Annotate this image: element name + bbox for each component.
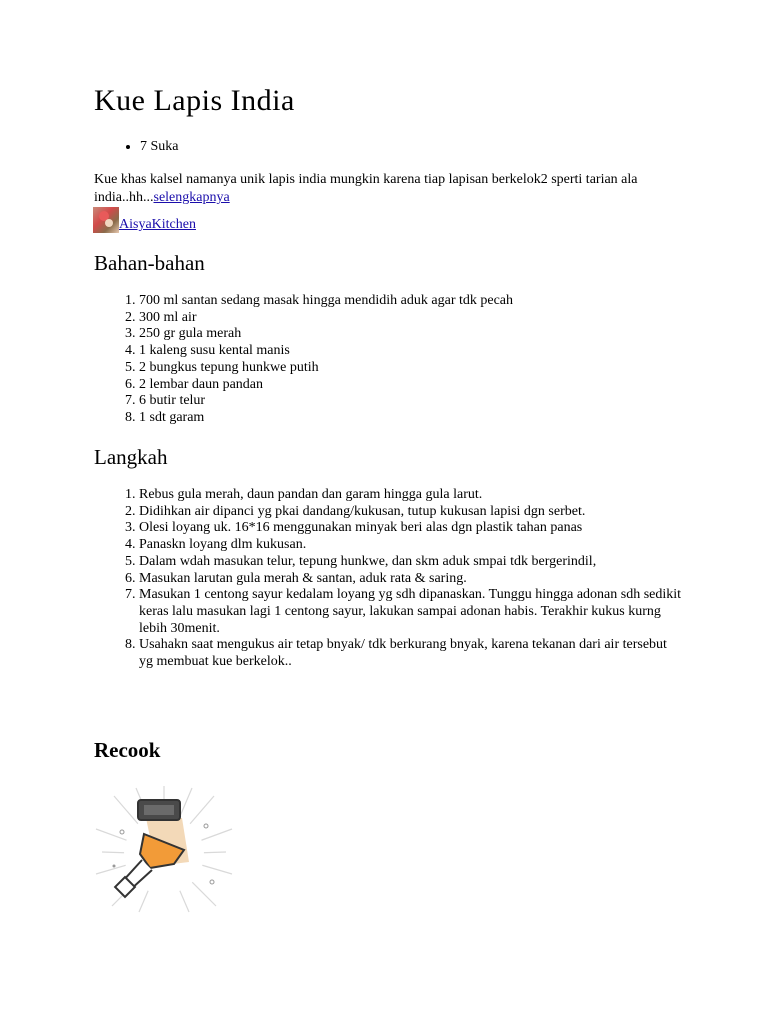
recook-illustration-icon bbox=[94, 784, 234, 914]
step-item: 4. Panaskn loyang dlm kukusan. bbox=[139, 537, 684, 554]
step-item: 7. Masukan 1 centong sayur kedalam loyang yg sdh dipanaskan. Tunggu hingga adonan sdh sedikit keras lalu masukan lagi 1 centong sayur, lakukan sampai adonan habis. Terakhir kukus kurng lebih 30menit. bbox=[139, 587, 684, 637]
step-item: 3. Olesi loyang uk. 16*16 menggunakan minyak beri alas dgn plastik tahan panas bbox=[139, 520, 684, 537]
author-avatar[interactable] bbox=[93, 207, 119, 233]
steps-heading: Langkah bbox=[94, 445, 168, 469]
ingredient-item: 6. 2 lembar daun pandan bbox=[139, 377, 684, 394]
author-link[interactable]: AisyaKitchen bbox=[119, 217, 196, 232]
ingredient-item: 1. 700 ml santan sedang masak hingga mendidih aduk agar tdk pecah bbox=[139, 293, 684, 310]
step-item: 8. Usahakn saat mengukus air tetap bnyak/ tdk berkurang bnyak, karena tekanan dari air tersebut yg membuat kue berkelok.. bbox=[139, 637, 684, 670]
steps-list bbox=[94, 487, 684, 671]
ingredient-item: 7. 6 butir telur bbox=[139, 393, 684, 410]
author-row bbox=[93, 207, 196, 233]
ingredients-list bbox=[94, 293, 684, 427]
ingredient-item: 4. 1 kaleng susu kental manis bbox=[139, 343, 684, 360]
likes-list bbox=[114, 139, 179, 155]
read-more-link[interactable]: selengkapnya bbox=[153, 190, 230, 205]
step-item: 6. Masukan larutan gula merah & santan, aduk rata & saring. bbox=[139, 571, 684, 588]
recipe-description bbox=[94, 171, 679, 207]
ingredients-heading: Bahan-bahan bbox=[94, 251, 205, 275]
description-text: Kue khas kalsel namanya unik lapis india mungkin karena tiap lapisan berkelok2 sperti tarian ala india..hh... bbox=[94, 172, 638, 205]
ingredient-item: 2. 300 ml air bbox=[139, 310, 684, 327]
ingredient-item: 8. 1 sdt garam bbox=[139, 410, 684, 427]
step-item: 2. Didihkan air dipanci yg pkai dandang/kukusan, tutup kukusan lapisi dgn serbet. bbox=[139, 504, 684, 521]
likes-count: • 7 Suka bbox=[140, 139, 179, 155]
ingredient-item: 5. 2 bungkus tepung hunkwe putih bbox=[139, 360, 684, 377]
recook-heading: Recook bbox=[94, 738, 161, 762]
step-item: 5. Dalam wdah masukan telur, tepung hunkwe, dan skm aduk smpai tdk bergerindil, bbox=[139, 554, 684, 571]
step-item: 1. Rebus gula merah, daun pandan dan garam hingga gula larut. bbox=[139, 487, 684, 504]
ingredient-item: 3. 250 gr gula merah bbox=[139, 326, 684, 343]
recipe-title: Kue Lapis India bbox=[94, 84, 295, 117]
